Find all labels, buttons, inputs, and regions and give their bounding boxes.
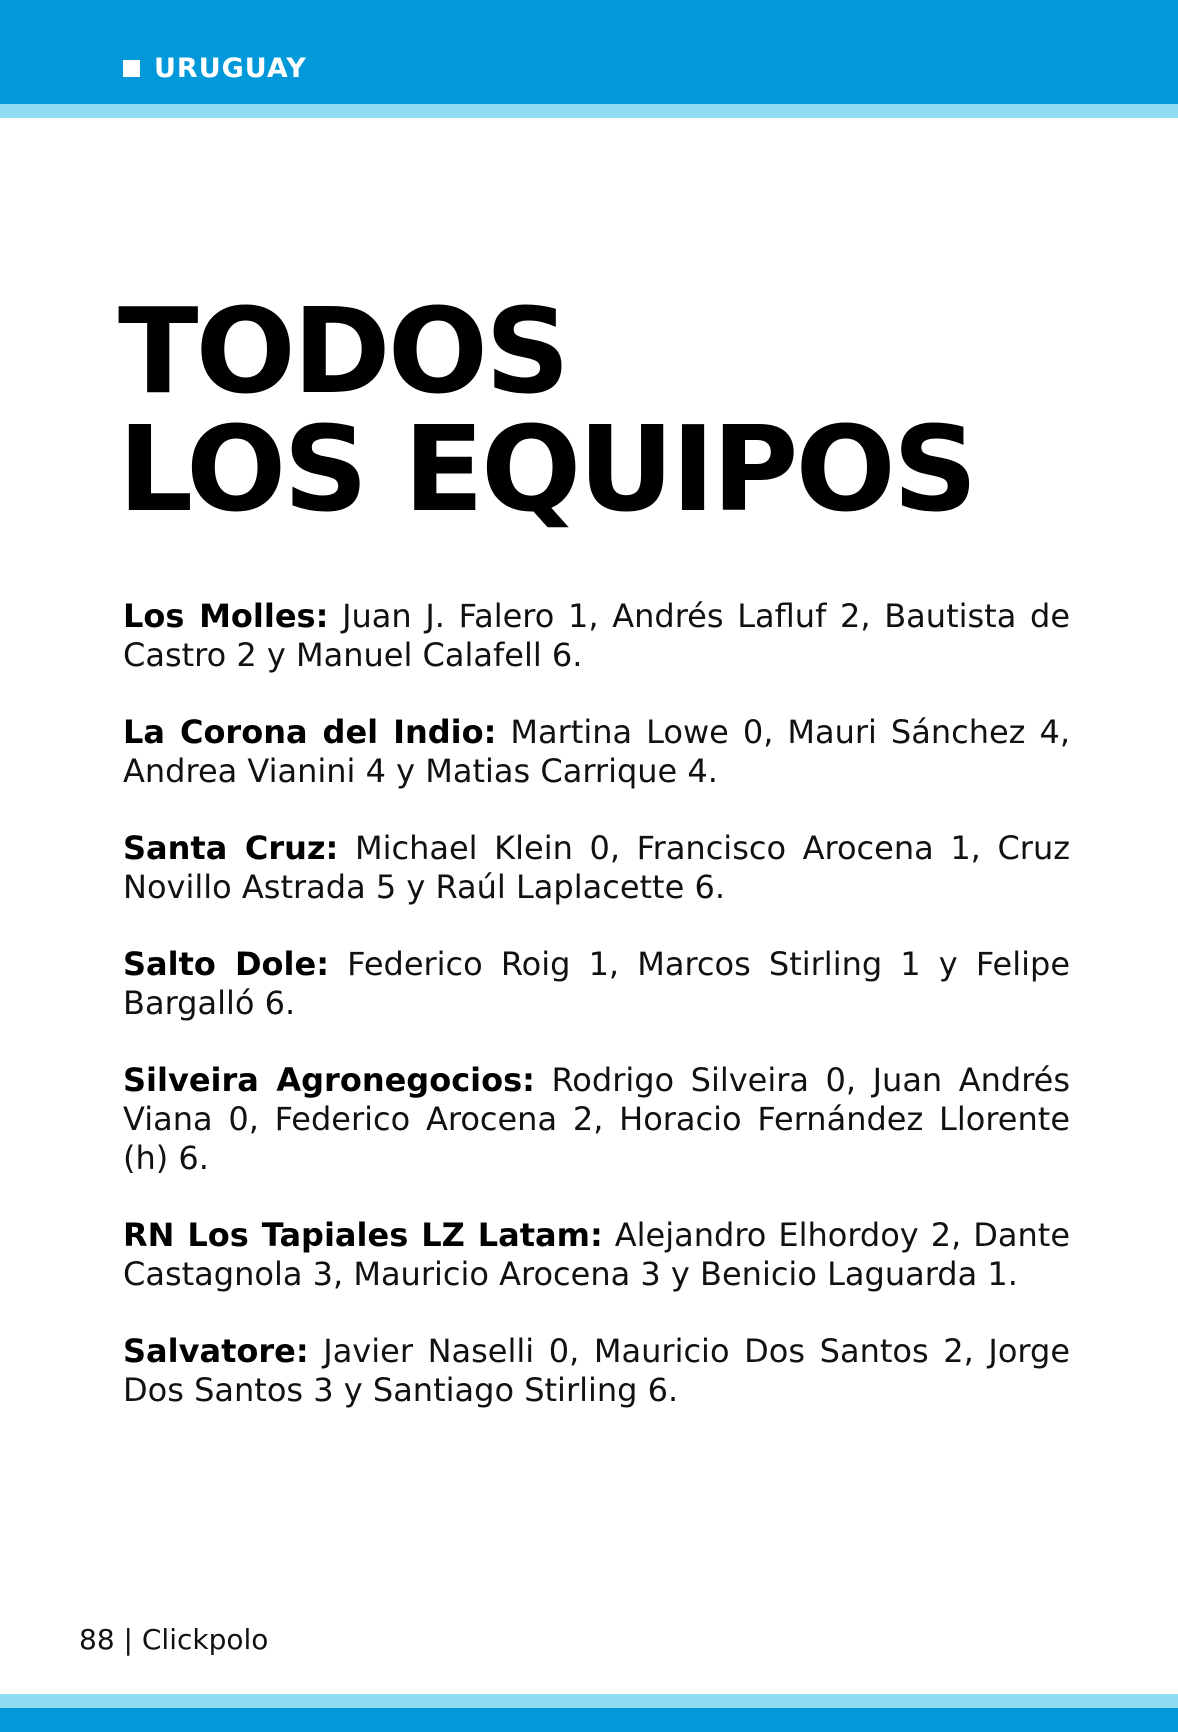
team-entry bbox=[123, 1216, 1070, 1294]
team-players: Alejandro Elhordoy 2, Dante Castagnola 3, Mauricio Arocena 3 y Benicio Laguarda 1. bbox=[123, 1216, 1071, 1293]
team-entry bbox=[123, 945, 1070, 1023]
team-entry bbox=[123, 597, 1070, 675]
team-players: Federico Roig 1, Marcos Stirling 1 y Felipe Bargalló 6. bbox=[123, 945, 1071, 1022]
page-title bbox=[118, 282, 975, 538]
header-stripe bbox=[0, 104, 1178, 118]
footer-stripe bbox=[0, 1694, 1178, 1708]
team-name: La Corona del Indio: bbox=[123, 713, 497, 751]
team-entry bbox=[123, 713, 1070, 791]
team-name: RN Los Tapiales LZ Latam: bbox=[123, 1216, 603, 1254]
team-list bbox=[123, 597, 1070, 1448]
page-footer: 88 | Clickpolo bbox=[79, 1623, 269, 1656]
team-name: Los Molles: bbox=[123, 597, 329, 635]
section-label bbox=[123, 48, 307, 88]
team-players: Michael Klein 0, Francisco Arocena 1, Cruz Novillo Astrada 5 y Raúl Laplacette 6. bbox=[123, 829, 1071, 906]
team-players: Rodrigo Silveira 0, Juan Andrés Viana 0, Federico Arocena 2, Horacio Fernández Llorente (h) 6. bbox=[123, 1061, 1071, 1177]
team-entry bbox=[123, 1332, 1070, 1410]
team-name: Silveira Agronegocios: bbox=[123, 1061, 535, 1099]
team-name: Salvatore: bbox=[123, 1332, 309, 1370]
page-title-line-1: TODOS bbox=[118, 282, 568, 420]
section-name: URUGUAY bbox=[154, 52, 307, 84]
team-entry bbox=[123, 829, 1070, 907]
team-entry bbox=[123, 1061, 1070, 1178]
team-name: Salto Dole: bbox=[123, 945, 330, 983]
team-name: Santa Cruz: bbox=[123, 829, 339, 867]
footer-band bbox=[0, 1708, 1178, 1732]
page-title-line-2: LOS EQUIPOS bbox=[118, 400, 975, 538]
team-players: Juan J. Falero 1, Andrés Lafluf 2, Bautista de Castro 2 y Manuel Calafell 6. bbox=[123, 597, 1071, 674]
team-players: Martina Lowe 0, Mauri Sánchez 4, Andrea Vianini 4 y Matias Carrique 4. bbox=[123, 713, 1070, 790]
square-bullet-icon bbox=[123, 60, 140, 77]
team-players: Javier Naselli 0, Mauricio Dos Santos 2, Jorge Dos Santos 3 y Santiago Stirling 6. bbox=[123, 1332, 1071, 1409]
